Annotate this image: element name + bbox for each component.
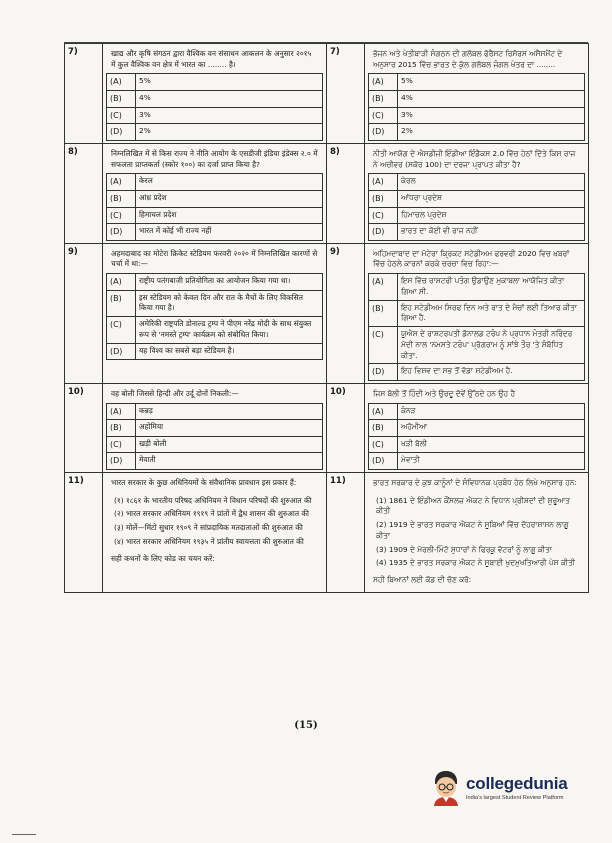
options-list	[368, 273, 585, 381]
option-row	[369, 74, 585, 91]
option-text: भारत में कोई भी राज्य नहीं	[136, 224, 323, 241]
question-row	[65, 383, 589, 472]
question-number-punjabi: 9)	[327, 243, 365, 383]
question-punjabi	[365, 473, 589, 593]
option-row	[107, 91, 323, 108]
option-row	[369, 224, 585, 241]
question-hindi	[103, 243, 327, 383]
question-number-hindi: 9)	[65, 243, 103, 383]
instruction-text: सही कथनों के लिए कोड का चयन करें:	[111, 553, 215, 563]
option-letter: (B)	[369, 190, 398, 207]
question-hindi	[103, 473, 327, 593]
option-letter: (D)	[107, 453, 136, 470]
option-text: 2%	[136, 124, 323, 141]
option-letter: (C)	[369, 327, 398, 364]
option-row	[107, 174, 323, 191]
statement-item: (३) मोर्ले—मिंटो सुधार १९०९ ने सांप्रदायिक मतदाताओं की शुरुआत की	[114, 523, 303, 533]
brand-tagline: India's largest Student Review Platform	[466, 794, 564, 801]
question-stem: ਅਹਿਮਦਾਬਾਦ ਦਾ ਮੋਟੇਰਾ ਕ੍ਰਿਕਟ ਸਟੇਡੀਅਮ ਫਰਵਰੀ 2020 ਵਿਚ ਖ਼ਬਰਾਂ ਵਿੱਚ ਹੇਠਲੇ ਕਾਰਨਾਂ ਕਰਕੇ ਚਰਚਾ ਵਿਚ ਰਿਹਾ:—	[373, 248, 570, 269]
option-row	[369, 436, 585, 453]
option-letter: (C)	[369, 107, 398, 124]
statement-item: (२) भारत सरकार अधिनियम १९१९ ने प्रांतों में द्वैध शासन की शुरुआत की	[114, 509, 309, 519]
option-text: आंध्र प्रदेश	[136, 190, 323, 207]
option-letter: (A)	[107, 74, 136, 91]
option-text: 5%	[136, 74, 323, 91]
option-letter: (D)	[369, 364, 398, 381]
option-letter: (B)	[107, 420, 136, 437]
option-row	[369, 364, 585, 381]
option-row	[107, 436, 323, 453]
option-row	[107, 207, 323, 224]
option-text: खड़ी बोली	[136, 436, 323, 453]
brand-name: collegedunia	[466, 773, 568, 793]
question-stem: खाद्य और कृषि संगठन द्वारा वैश्विक वन संसाधन आकलन के अनुसार २०१५ में कुल वैश्विक वन क्षेत्र में भारत का ........ है।	[111, 49, 312, 69]
option-text: ਅਹੋਮੀਆ	[398, 420, 585, 437]
option-text: ਹਿਮਾਚਲ ਪ੍ਰਦੇਸ਼	[398, 207, 585, 224]
question-number-hindi: 10)	[65, 383, 103, 472]
option-text: ਕੇਰਲ	[398, 174, 585, 191]
options-list	[368, 403, 585, 470]
statement-item: (४) भारत सरकार अधिनियम १९३५ ने प्रांतीय स्वायत्तता की शुरुआत की	[114, 536, 304, 546]
option-row	[107, 224, 323, 241]
question-stem: ਭਾਰਤ ਸਰਕਾਰ ਦੇ ਕੁਝ ਕਾਨੂੰਨਾਂ ਦੇ ਸੰਵਿਧਾਨਕ ਪ੍ਰਬੰਧ ਹੇਠ ਲਿਖੇ ਅਨੁਸਾਰ ਹਨ:	[373, 478, 577, 487]
question-row	[65, 243, 589, 383]
option-text: ਆਂਧਰਾ ਪ੍ਰਦੇਸ਼	[398, 190, 585, 207]
options-list	[106, 73, 323, 140]
option-text: यह विश्व का सबसे बड़ा स्टेडियम है।	[136, 343, 323, 360]
option-text: 3%	[136, 107, 323, 124]
option-row	[369, 174, 585, 191]
option-text: राष्ट्रीय पतंगबाजी प्रतियोगिता का आयोजन किया गया था।	[136, 274, 323, 291]
question-hindi	[103, 44, 327, 144]
question-stem: ਨੀਤੀ ਆਯੋਗ ਦੇ ਐਸਡੀਜੀ ਇੰਡੀਆ ਇੰਡੈਕਸ 2.0 ਵਿੱਚ ਹੇਠਾਂ ਦਿੱਤੇ ਕਿਸ ਰਾਜ ਨੇ ਅਚੀਵਰ (ਸਕੋਰ 100) ਦਾ ਦਰਜਾ ਪ੍ਰਾਪਤ ਕੀਤਾ ਹੈ?	[373, 148, 576, 169]
question-number-hindi: 8)	[65, 143, 103, 243]
question-row	[65, 143, 589, 243]
option-letter: (A)	[107, 274, 136, 291]
question-punjabi	[365, 383, 589, 472]
question-row	[65, 473, 589, 593]
option-text: 5%	[398, 74, 585, 91]
option-letter: (D)	[107, 124, 136, 141]
instruction-text: ਸਹੀ ਬਿਆਨਾਂ ਲਈ ਕੋਡ ਦੀ ਚੋਣ ਕਰੋ:	[373, 575, 472, 585]
question-stem: अहमदाबाद का मोटेरा क्रिकेट स्टेडियम फरवरी २०२० में निम्नलिखित कारणों से चर्चा में था:—	[111, 248, 318, 269]
question-number-hindi: 7)	[65, 44, 103, 144]
option-text: ਇਸ ਵਿੱਚ ਰਾਸ਼ਟਰੀ ਪਤੰਗ ਉਡਾਉਣ ਮੁਕਾਬਲਾ ਆਯੋਜਿਤ ਕੀਤਾ ਗਿਆ ਸੀ.	[398, 274, 585, 300]
question-number-hindi: 11)	[65, 473, 103, 593]
option-text: ਕੰਨੜ	[398, 403, 585, 420]
statement-item: (2) 1919 ਦੇ ਭਾਰਤ ਸਰਕਾਰ ਐਕਟ ਨੇ ਸੂਬਿਆਂ ਵਿੱਚ ਦੋਹਰਾਸ਼ਾਸਨ ਲਾਗੂ ਕੀਤਾ	[376, 520, 569, 540]
statement-item: (4) 1935 ਦੇ ਭਾਰਤ ਸਰਕਾਰ ਐਕਟ ਨੇ ਸੂਬਾਈ ਖੁਦਮੁਖਤਿਆਰੀ ਪੇਸ਼ ਕੀਤੀ	[376, 558, 576, 568]
option-letter: (B)	[369, 420, 398, 437]
option-letter: (A)	[369, 174, 398, 191]
option-text: ਖੜੀ ਬੋਲੀ	[398, 436, 585, 453]
option-text: ਇਹ ਵਿਸ਼ਵ ਦਾ ਸਭ ਤੋਂ ਵੱਡਾ ਸਟੇਡੀਅਮ ਹੈ.	[398, 364, 585, 381]
option-letter: (A)	[369, 274, 398, 300]
option-letter: (A)	[369, 74, 398, 91]
question-hindi	[103, 383, 327, 472]
question-table	[64, 43, 589, 593]
question-number-punjabi: 8)	[327, 143, 365, 243]
option-text: 3%	[398, 107, 585, 124]
option-row	[107, 453, 323, 470]
option-text: कन्नड़	[136, 403, 323, 420]
option-row	[369, 300, 585, 326]
options-list	[106, 173, 323, 240]
page-number: (15)	[294, 720, 318, 731]
question-stem: भारत सरकार के कुछ अधिनियमों के संवैधानिक प्रावधान इस प्रकार हैं:	[111, 478, 297, 487]
collegedunia-watermark	[430, 767, 590, 807]
option-row	[107, 420, 323, 437]
option-row	[107, 290, 323, 316]
option-row	[369, 91, 585, 108]
question-punjabi	[365, 143, 589, 243]
option-row	[107, 343, 323, 360]
statement-list	[106, 492, 323, 552]
option-letter: (A)	[107, 174, 136, 191]
option-text: अहोमिया	[136, 420, 323, 437]
option-row	[369, 207, 585, 224]
option-letter: (C)	[107, 317, 136, 343]
question-stem: ਭੋਜਨ ਅਤੇ ਖੇਤੀਬਾੜੀ ਸੰਗਠਨ ਦੀ ਗਲੋਬਲ ਫੋਰੈਸਟ ਰਿਸੋਰਸ ਅਸੈਸਮੈਂਟ ਦੇ ਅਨੁਸਾਰ 2015 ਵਿੱਚ ਭਾਰਤ ਦੇ ਕੁੱਲ ਗਲੋਬਲ ਜੰਗਲ ਖੇਤਰ ਦਾ ........	[373, 49, 563, 69]
statement-item: (3) 1909 ਦੇ ਮੋਰਲੀ-ਮਿੰਟੋ ਸੁਧਾਰਾਂ ਨੇ ਫਿਰਕੂ ਵੋਟਰਾਂ ਨੂੰ ਲਾਗੂ ਕੀਤਾ	[376, 544, 552, 554]
option-letter: (C)	[369, 436, 398, 453]
option-row	[107, 274, 323, 291]
question-stem: वह बोली जिससे हिन्दी और उर्दू दोनों निकली:—	[111, 388, 239, 398]
option-row	[369, 327, 585, 364]
option-letter: (D)	[369, 124, 398, 141]
option-row	[107, 124, 323, 141]
option-text: मेवाती	[136, 453, 323, 470]
option-text: ਮੇਵਾਤੀ	[398, 453, 585, 470]
option-text: 2%	[398, 124, 585, 141]
statement-item: (१) १८६१ के भारतीय परिषद अधिनियम ने विधान परिषदों की शुरुआत की	[114, 495, 312, 505]
option-text: ਯੂਐਸ ਦੇ ਰਾਸ਼ਟਰਪਤੀ ਡੋਨਾਲਡ ਟਰੰਪ ਨੇ ਪ੍ਰਧਾਨ ਮੰਤਰੀ ਨਰਿੰਦਰ ਮੋਦੀ ਨਾਲ 'ਨਮਸਤੇ ਟਰੰਪ' ਪ੍ਰੋਗਰਾਮ ਨੂੰ ਸਾਂਝੇ ਤੌਰ 'ਤੇ ਸੰਬੋਧਿਤ ਕੀਤਾ.	[398, 327, 585, 364]
question-number-punjabi: 11)	[327, 473, 365, 593]
question-number-punjabi: 7)	[327, 44, 365, 144]
option-text: इस स्टेडियम को केवल दिन और रात के मैचों के लिए विकसित किया गया है।	[136, 290, 323, 316]
bottom-mark	[12, 834, 36, 835]
options-list	[106, 273, 323, 360]
option-letter: (B)	[107, 290, 136, 316]
question-row	[65, 44, 589, 144]
option-row	[369, 107, 585, 124]
option-text: हिमाचल प्रदेश	[136, 207, 323, 224]
option-letter: (B)	[107, 190, 136, 207]
option-text: 4%	[136, 91, 323, 108]
student-avatar-icon	[430, 768, 462, 806]
option-letter: (C)	[107, 207, 136, 224]
option-row	[369, 453, 585, 470]
option-row	[107, 74, 323, 91]
option-letter: (D)	[369, 224, 398, 241]
question-number-punjabi: 10)	[327, 383, 365, 472]
option-letter: (B)	[369, 91, 398, 108]
option-letter: (C)	[369, 207, 398, 224]
option-row	[369, 403, 585, 420]
option-letter: (D)	[107, 343, 136, 360]
option-text: अमेरिकी राष्ट्रपति डोनाल्ड ट्रम्प ने पीएम नरेंद्र मोदी के साथ संयुक्त रूप से 'नमस्ते ट्रम्प' कार्यक्रम को संबोधित किया।	[136, 317, 323, 343]
option-text: ਭਾਰਤ ਦਾ ਕੋਈ ਵੀ ਰਾਜ ਨਹੀਂ	[398, 224, 585, 241]
question-stem: ਜਿਸ ਬੋਲੀ ਤੋਂ ਹਿੰਦੀ ਅਤੇ ਉਰਦੂ ਦੋਵੇਂ ਉੱਠਦੇ ਹਨ ਉਹ ਹੈ	[373, 388, 515, 398]
statement-list	[368, 492, 585, 573]
option-row	[369, 420, 585, 437]
option-text: ਇਹ ਸਟੇਡੀਅਮ ਸਿਰਫ ਦਿਨ ਅਤੇ ਰਾਤ ਦੇ ਮੈਚਾਂ ਲਈ ਤਿਆਰ ਕੀਤਾ ਗਿਆ ਹੈ.	[398, 300, 585, 326]
option-letter: (B)	[107, 91, 136, 108]
options-list	[368, 173, 585, 240]
option-row	[369, 274, 585, 300]
option-row	[107, 107, 323, 124]
option-row	[369, 124, 585, 141]
statement-item: (1) 1861 ਦੇ ਇੰਡੀਅਨ ਕੌਂਸਲਜ਼ ਐਕਟ ਨੇ ਵਿਧਾਨ ਪ੍ਰੀਸ਼ਦਾਂ ਦੀ ਸ਼ੁਰੂਆਤ ਕੀਤੀ	[376, 495, 570, 516]
option-letter: (A)	[107, 403, 136, 420]
options-list	[368, 73, 585, 140]
options-list	[106, 403, 323, 470]
option-letter: (A)	[369, 403, 398, 420]
option-row	[107, 190, 323, 207]
option-letter: (C)	[107, 107, 136, 124]
option-letter: (C)	[107, 436, 136, 453]
question-punjabi	[365, 44, 589, 144]
option-text: 4%	[398, 91, 585, 108]
option-letter: (B)	[369, 300, 398, 326]
question-hindi	[103, 143, 327, 243]
option-row	[107, 403, 323, 420]
option-letter: (D)	[107, 224, 136, 241]
question-punjabi	[365, 243, 589, 383]
option-row	[107, 317, 323, 343]
option-row	[369, 190, 585, 207]
option-text: केरल	[136, 174, 323, 191]
option-letter: (D)	[369, 453, 398, 470]
question-stem: निम्नलिखित में से किस राज्य ने नीति आयोग के एसडीजी इंडिया इंडेक्स २.० में सफलता प्राप्तकर्ता (स्कोर १००) का दर्जा प्राप्त किया है?	[111, 148, 318, 169]
